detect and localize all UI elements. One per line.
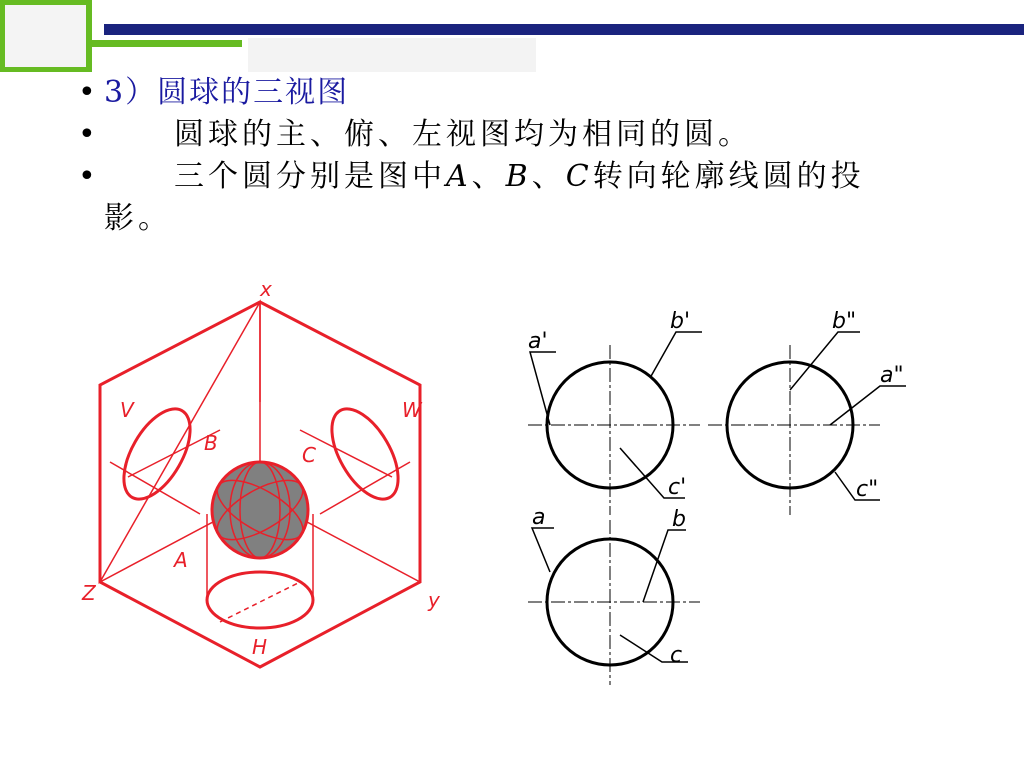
label-y: y bbox=[428, 588, 440, 612]
header-shadow bbox=[248, 38, 536, 72]
label-b-prime: b' bbox=[670, 309, 691, 334]
three-view-diagram bbox=[510, 290, 930, 690]
bullet-item bbox=[78, 156, 978, 240]
header-bar bbox=[104, 24, 1024, 35]
label-a-double-prime: a" bbox=[880, 363, 904, 388]
label-c-double-prime: c" bbox=[856, 477, 879, 502]
label-V: V bbox=[120, 398, 134, 422]
bullet-text-wrap: 影。 bbox=[104, 201, 172, 236]
label-b: b bbox=[672, 507, 686, 532]
bullet-dot: • bbox=[78, 159, 96, 194]
hidden-line bbox=[220, 582, 300, 622]
label-H: H bbox=[252, 635, 268, 659]
bullet-dot: • bbox=[78, 75, 96, 110]
sphere bbox=[212, 462, 308, 558]
bullet-item bbox=[78, 114, 978, 156]
w-plane-circle bbox=[318, 398, 411, 510]
letter-C: C bbox=[565, 159, 593, 194]
label-b-double-prime: b" bbox=[832, 309, 857, 334]
separator: 、 bbox=[531, 159, 566, 194]
label-W: W bbox=[402, 398, 422, 422]
bullet-item bbox=[78, 72, 978, 114]
separator: 、 bbox=[471, 159, 506, 194]
label-A: A bbox=[174, 548, 188, 572]
label-B: B bbox=[204, 431, 218, 455]
bullet-text: 圆球的主、俯、左视图均为相同的圆。 bbox=[174, 117, 752, 152]
label-Z: Z bbox=[82, 581, 96, 605]
label-a: a bbox=[532, 505, 546, 530]
label-a-prime: a' bbox=[528, 329, 548, 354]
h-plane-circle bbox=[207, 572, 313, 628]
letter-B: B bbox=[505, 159, 532, 194]
slide-title: 3）圆球的三视图 bbox=[104, 75, 350, 110]
label-x: x bbox=[260, 282, 272, 301]
bullet-dot: • bbox=[78, 117, 96, 152]
letter-A: A bbox=[446, 159, 472, 194]
label-c-prime: c' bbox=[668, 475, 687, 500]
bullet-text bbox=[104, 159, 865, 194]
label-C: C bbox=[302, 443, 316, 467]
corner-decoration bbox=[0, 0, 92, 72]
header-accent-bar bbox=[92, 40, 242, 47]
bullet-list bbox=[78, 72, 978, 240]
text-segment: 三个圆分别是图中 bbox=[174, 159, 446, 194]
isometric-sphere-figure bbox=[80, 282, 460, 672]
text-segment: 转向轮廓线圆的投 bbox=[592, 159, 865, 194]
label-c: c bbox=[670, 643, 683, 668]
